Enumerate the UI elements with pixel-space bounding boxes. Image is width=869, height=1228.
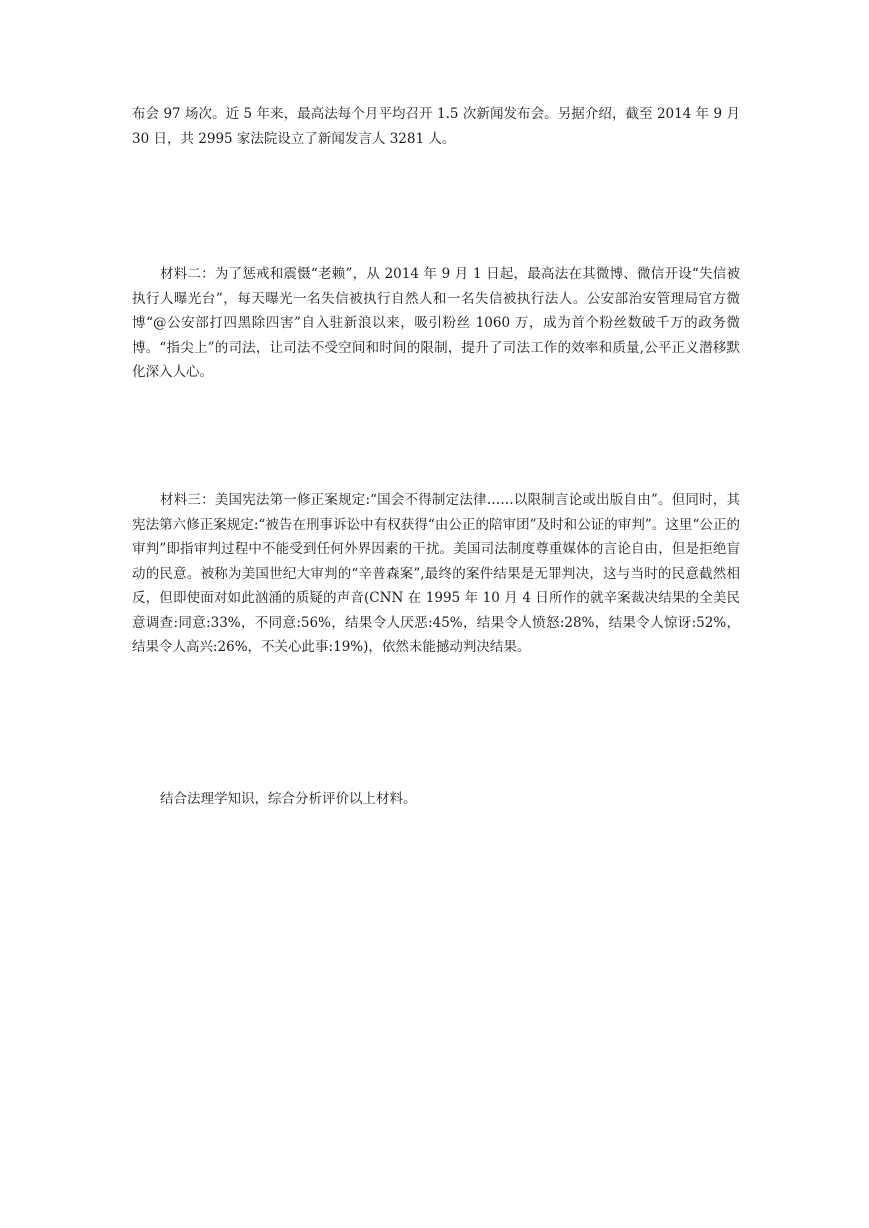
paragraph-material-three: 材料三：美国宪法第一修正案规定:“国会不得制定法律……以限制言论或出版自由”。但同时，其宪法第六修正案规定:“被告在刑事诉讼中有权获得“由公正的陪审团”及时和公证的审判”。这里“公正的审判”即指审判过程中不能受到任何外界因素的干扰。美国司法制度尊重媒体的言论自由，但是拒绝盲动的民意。被称为美国世纪大审判的“辛普森案”,最终的案件结果是无罪判决，这与当时的民意截然相反，但即使面对如此汹涌的质疑的声音(CNN 在 1995 年 10 月 4 日所作的就辛案裁决结果的全美民意调查:同意:33%，不同意:56%，结果令人厌恶:45%，结果令人愤怒:28%，结果令人惊讶:52%，结果令人高兴:26%，不关心此事:19%)，依然未能撼动判决结果。	[132, 492, 740, 655]
paragraph-question: 结合法理学知识，综合分析评价以上材料。	[160, 791, 417, 807]
paragraph-material-two: 材料二：为了惩戒和震慑“老赖”，从 2014 年 9 月 1 日起，最高法在其微博、微信开设“失信被执行人曝光台”，每天曝光一名失信被执行自然人和一名失信被执行法人。公安部治安管理局官方微博“@公安部打四黑除四害”自入驻新浪以来，吸引粉丝 1060 万，成为首个粉丝数破千万的政务微博。“指尖上”的司法，让司法不受空间和时间的限制，提升了司法工作的效率和质量,公平正义潜移默化深入人心。	[132, 266, 740, 380]
paragraph-continuation: 布会 97 场次。近 5 年来，最高法每个月平均召开 1.5 次新闻发布会。另据介绍，截至 2014 年 9 月 30 日，共 2995 家法院设立了新闻发言人 3281 人。	[132, 106, 740, 147]
